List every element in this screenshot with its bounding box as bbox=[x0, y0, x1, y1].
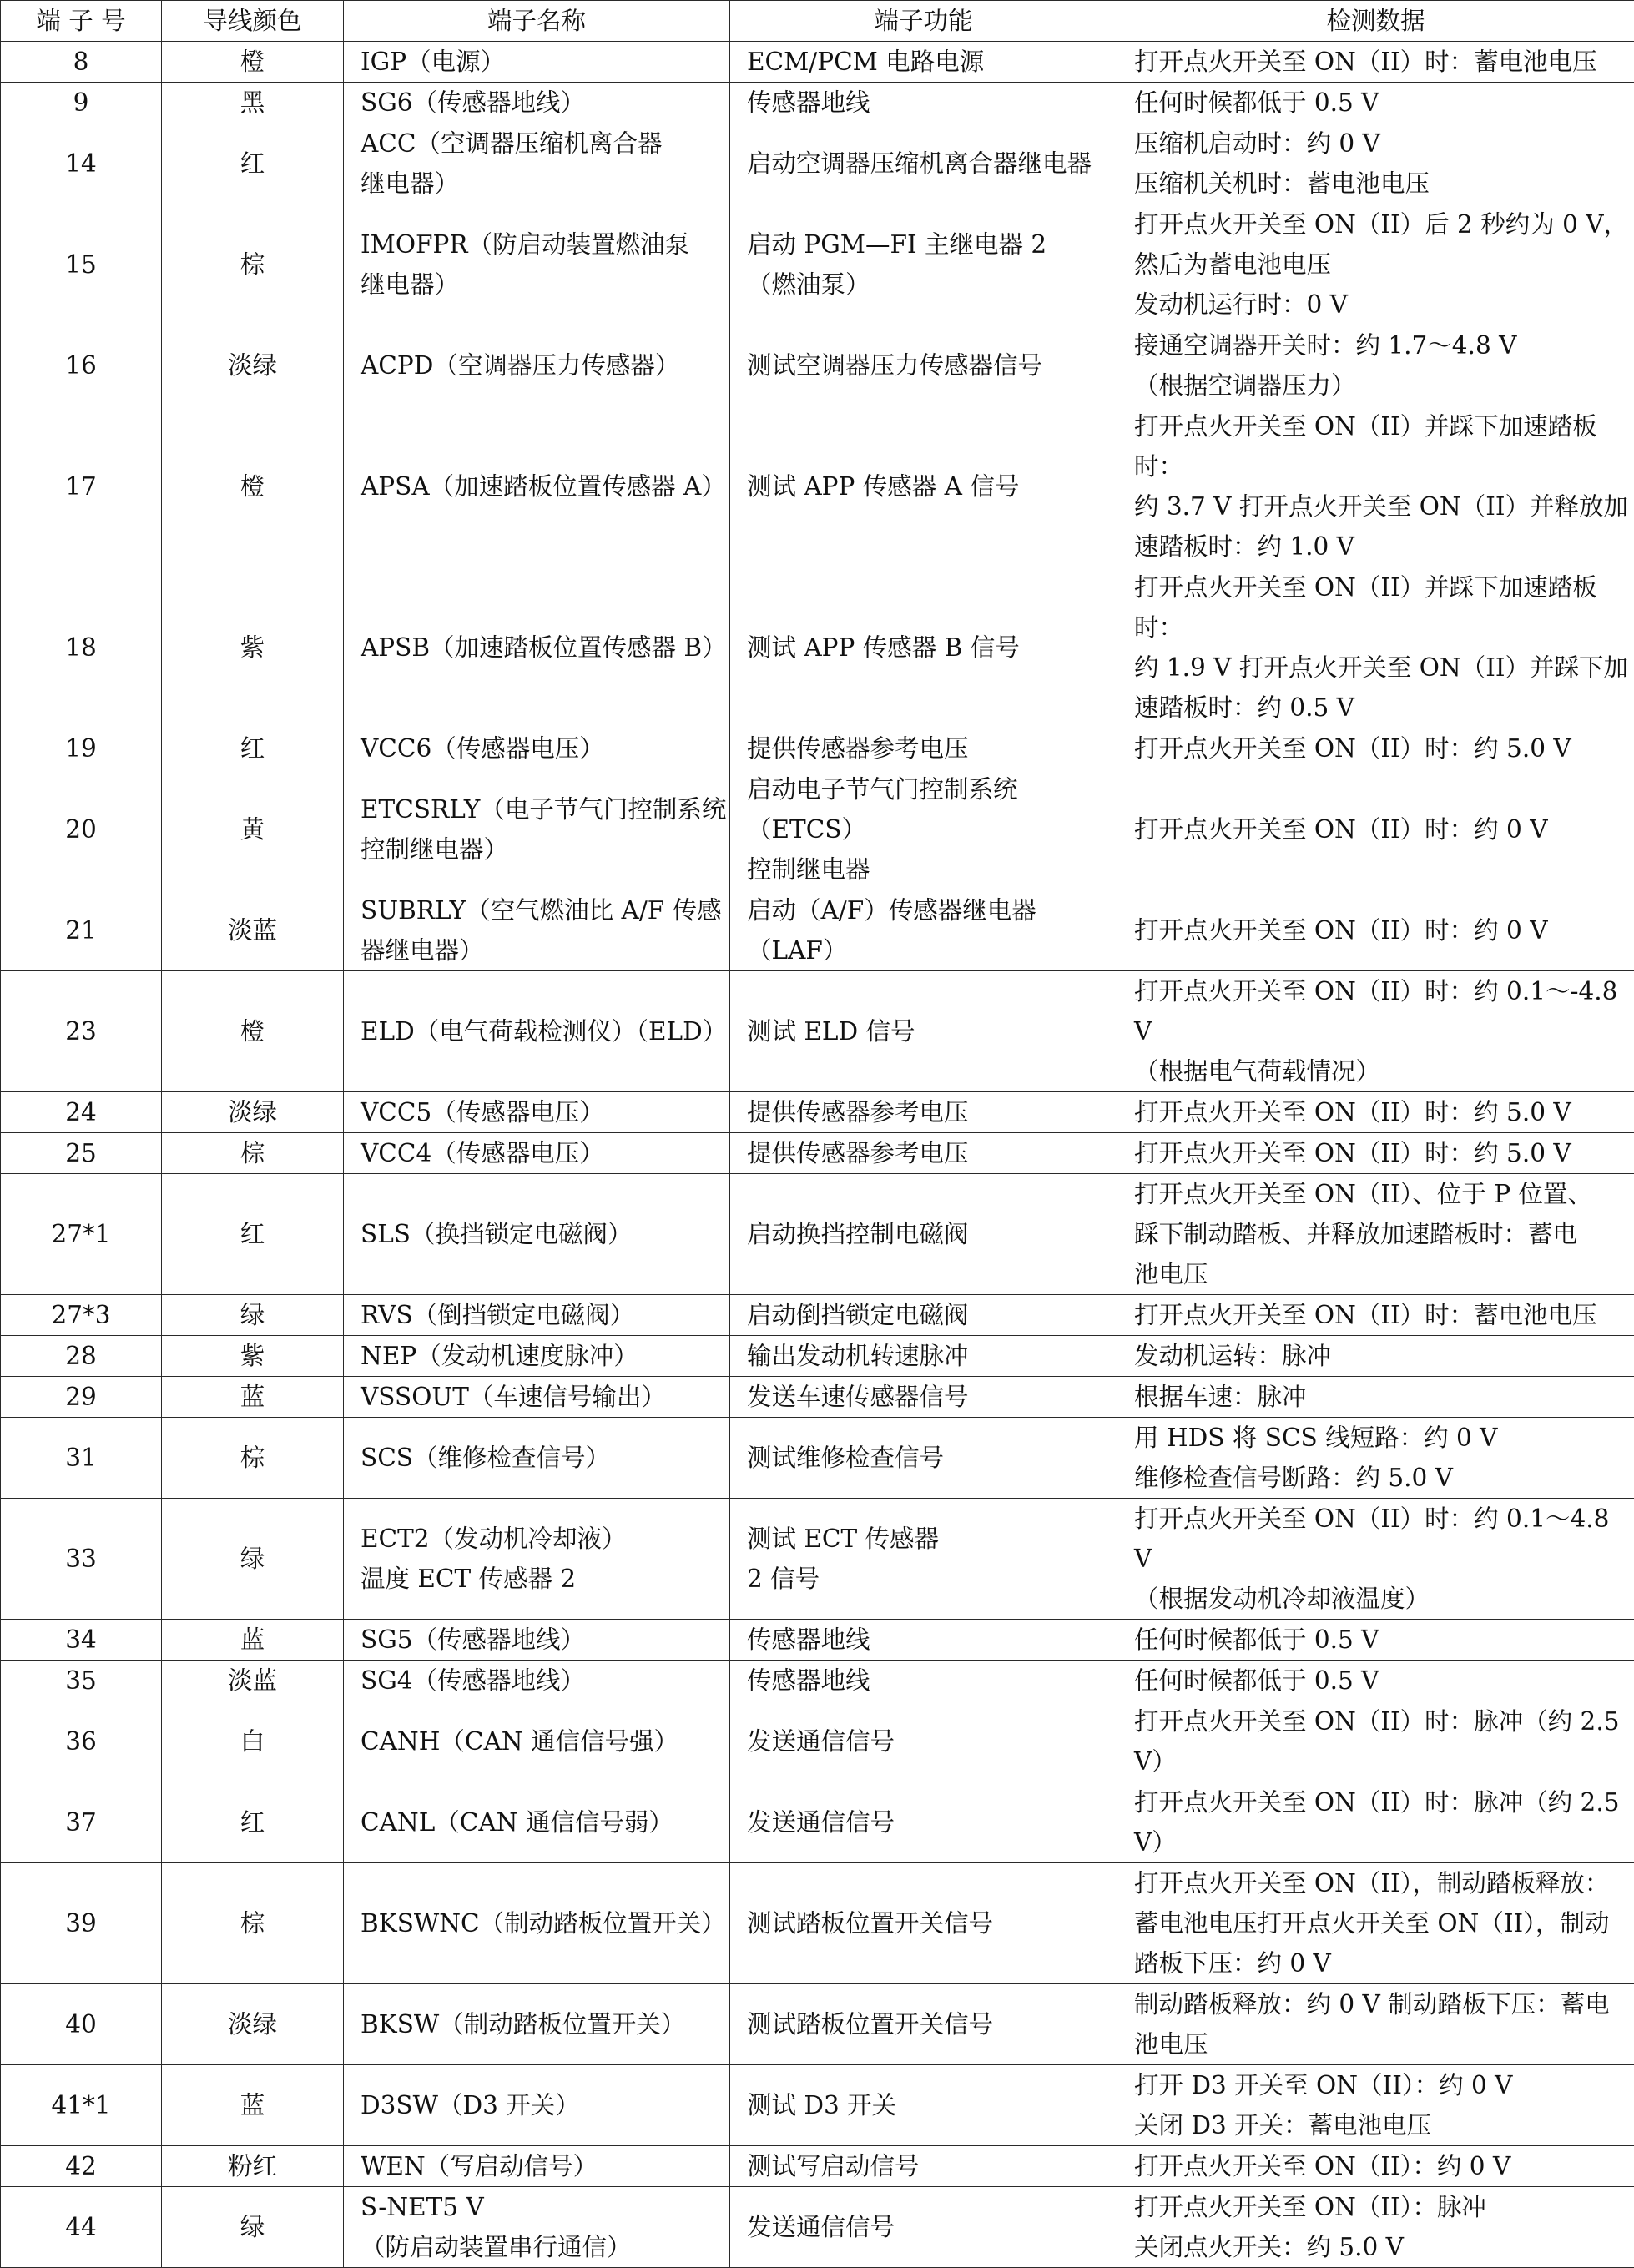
header-terminal-no: 端 子 号 bbox=[1, 1, 162, 42]
table-row bbox=[1, 1174, 1634, 1295]
table-row bbox=[1, 1295, 1634, 1336]
cell-terminal-name: ACC（空调器压缩机离合器 继电器） bbox=[344, 123, 730, 204]
cell-terminal-no: 31 bbox=[1, 1418, 162, 1499]
cell-terminal-no: 36 bbox=[1, 1701, 162, 1782]
cell-test-data: 压缩机启动时：约 0 V 压缩机关机时：蓄电池电压 bbox=[1117, 123, 1634, 204]
table-row bbox=[1, 971, 1634, 1092]
header-terminal-name: 端子名称 bbox=[344, 1, 730, 42]
table-row bbox=[1, 1620, 1634, 1661]
table-row bbox=[1, 769, 1634, 890]
cell-terminal-no: 16 bbox=[1, 325, 162, 406]
table-row bbox=[1, 1418, 1634, 1499]
cell-test-data: 打开 D3 开关至 ON（II）：约 0 V 关闭 D3 开关：蓄电池电压 bbox=[1117, 2065, 1634, 2146]
cell-terminal-function: 测试踏板位置开关信号 bbox=[730, 1984, 1117, 2065]
cell-terminal-name: S-NET5 V （防启动装置串行通信） bbox=[344, 2187, 730, 2268]
cell-test-data: 打开点火开关至 ON（II）时：约 5.0 V bbox=[1117, 728, 1634, 769]
cell-test-data: 任何时候都低于 0.5 V bbox=[1117, 83, 1634, 123]
table-row bbox=[1, 1133, 1634, 1174]
cell-wire-color: 棕 bbox=[162, 1418, 344, 1499]
cell-wire-color: 棕 bbox=[162, 1133, 344, 1174]
table-row bbox=[1, 2146, 1634, 2187]
cell-wire-color: 淡绿 bbox=[162, 325, 344, 406]
cell-terminal-function: 启动电子节气门控制系统（ETCS） 控制继电器 bbox=[730, 769, 1117, 890]
cell-terminal-name: SCS（维修检查信号） bbox=[344, 1418, 730, 1499]
table-row bbox=[1, 2187, 1634, 2268]
cell-terminal-name: WEN（写启动信号） bbox=[344, 2146, 730, 2187]
cell-wire-color: 红 bbox=[162, 1174, 344, 1295]
cell-wire-color: 橙 bbox=[162, 42, 344, 83]
cell-terminal-name: ELD（电气荷载检测仪）（ELD） bbox=[344, 971, 730, 1092]
table-row bbox=[1, 1701, 1634, 1782]
cell-terminal-name: SG5（传感器地线） bbox=[344, 1620, 730, 1661]
cell-wire-color: 蓝 bbox=[162, 1620, 344, 1661]
cell-test-data: 打开点火开关至 ON（II）时：约 0.1～4.8 V （根据发动机冷却液温度） bbox=[1117, 1499, 1634, 1620]
cell-terminal-no: 41*1 bbox=[1, 2065, 162, 2146]
header-terminal-function: 端子功能 bbox=[730, 1, 1117, 42]
cell-terminal-name: NEP（发动机速度脉冲） bbox=[344, 1336, 730, 1377]
cell-terminal-name: SLS（换挡锁定电磁阀） bbox=[344, 1174, 730, 1295]
cell-terminal-name: CANH（CAN 通信信号强） bbox=[344, 1701, 730, 1782]
cell-wire-color: 绿 bbox=[162, 1295, 344, 1336]
cell-terminal-no: 25 bbox=[1, 1133, 162, 1174]
cell-wire-color: 白 bbox=[162, 1701, 344, 1782]
cell-test-data: 打开点火开关至 ON（II）：脉冲 关闭点火开关：约 5.0 V bbox=[1117, 2187, 1634, 2268]
cell-wire-color: 紫 bbox=[162, 1336, 344, 1377]
header-wire-color: 导线颜色 bbox=[162, 1, 344, 42]
cell-terminal-function: 传感器地线 bbox=[730, 1661, 1117, 1701]
cell-test-data: 打开点火开关至 ON（II）并踩下加速踏板时： 约 1.9 V 打开点火开关至 ON（II）并踩下加 速踏板时：约 0.5 V bbox=[1117, 567, 1634, 728]
table-row bbox=[1, 1377, 1634, 1418]
cell-terminal-function: 提供传感器参考电压 bbox=[730, 728, 1117, 769]
cell-terminal-no: 39 bbox=[1, 1863, 162, 1984]
table-row bbox=[1, 406, 1634, 567]
table-header-row bbox=[1, 1, 1634, 42]
table-row bbox=[1, 1661, 1634, 1701]
cell-terminal-name: ETCSRLY（电子节气门控制系统 控制继电器） bbox=[344, 769, 730, 890]
cell-terminal-no: 17 bbox=[1, 406, 162, 567]
table-body bbox=[1, 42, 1634, 2268]
cell-terminal-name: ECT2（发动机冷却液） 温度 ECT 传感器 2 bbox=[344, 1499, 730, 1620]
table-row bbox=[1, 42, 1634, 83]
cell-terminal-name: VCC5（传感器电压） bbox=[344, 1092, 730, 1133]
cell-terminal-no: 14 bbox=[1, 123, 162, 204]
cell-terminal-no: 23 bbox=[1, 971, 162, 1092]
cell-terminal-function: 测试 APP 传感器 B 信号 bbox=[730, 567, 1117, 728]
table-row bbox=[1, 1336, 1634, 1377]
cell-terminal-function: 测试 ECT 传感器 2 信号 bbox=[730, 1499, 1117, 1620]
cell-terminal-no: 18 bbox=[1, 567, 162, 728]
cell-wire-color: 紫 bbox=[162, 567, 344, 728]
cell-test-data: 接通空调器开关时：约 1.7～4.8 V （根据空调器压力） bbox=[1117, 325, 1634, 406]
cell-wire-color: 黑 bbox=[162, 83, 344, 123]
cell-test-data: 打开点火开关至 ON（II）时：蓄电池电压 bbox=[1117, 42, 1634, 83]
cell-terminal-name: SG6（传感器地线） bbox=[344, 83, 730, 123]
cell-terminal-no: 8 bbox=[1, 42, 162, 83]
cell-terminal-function: 发送通信信号 bbox=[730, 2187, 1117, 2268]
cell-wire-color: 淡蓝 bbox=[162, 1661, 344, 1701]
cell-test-data: 任何时候都低于 0.5 V bbox=[1117, 1661, 1634, 1701]
table-row bbox=[1, 2065, 1634, 2146]
cell-terminal-name: BKSW（制动踏板位置开关） bbox=[344, 1984, 730, 2065]
cell-terminal-no: 44 bbox=[1, 2187, 162, 2268]
table-row bbox=[1, 1782, 1634, 1863]
cell-terminal-function: 测试维修检查信号 bbox=[730, 1418, 1117, 1499]
cell-wire-color: 淡蓝 bbox=[162, 890, 344, 971]
cell-wire-color: 蓝 bbox=[162, 2065, 344, 2146]
header-test-data: 检测数据 bbox=[1117, 1, 1634, 42]
cell-wire-color: 红 bbox=[162, 123, 344, 204]
cell-wire-color: 棕 bbox=[162, 1863, 344, 1984]
cell-terminal-function: 测试 D3 开关 bbox=[730, 2065, 1117, 2146]
cell-test-data: 打开点火开关至 ON（II）：约 0 V bbox=[1117, 2146, 1634, 2187]
cell-terminal-no: 9 bbox=[1, 83, 162, 123]
cell-terminal-name: IMOFPR（防启动装置燃油泵 继电器） bbox=[344, 204, 730, 325]
cell-terminal-function: 测试 APP 传感器 A 信号 bbox=[730, 406, 1117, 567]
cell-test-data: 打开点火开关至 ON（II）时：脉冲（约 2.5 V） bbox=[1117, 1782, 1634, 1863]
cell-terminal-name: APSB（加速踏板位置传感器 B） bbox=[344, 567, 730, 728]
cell-terminal-function: 传感器地线 bbox=[730, 83, 1117, 123]
cell-test-data: 打开点火开关至 ON（II）时：约 5.0 V bbox=[1117, 1092, 1634, 1133]
cell-terminal-name: VSSOUT（车速信号输出） bbox=[344, 1377, 730, 1418]
cell-terminal-no: 40 bbox=[1, 1984, 162, 2065]
cell-terminal-no: 33 bbox=[1, 1499, 162, 1620]
cell-terminal-no: 27*3 bbox=[1, 1295, 162, 1336]
cell-terminal-function: 测试写启动信号 bbox=[730, 2146, 1117, 2187]
cell-terminal-no: 35 bbox=[1, 1661, 162, 1701]
cell-terminal-no: 15 bbox=[1, 204, 162, 325]
cell-test-data: 打开点火开关至 ON（II）时：约 0.1～-4.8 V （根据电气荷载情况） bbox=[1117, 971, 1634, 1092]
cell-wire-color: 橙 bbox=[162, 971, 344, 1092]
cell-terminal-function: 启动空调器压缩机离合器继电器 bbox=[730, 123, 1117, 204]
cell-wire-color: 红 bbox=[162, 1782, 344, 1863]
table-row bbox=[1, 83, 1634, 123]
cell-terminal-name: APSA（加速踏板位置传感器 A） bbox=[344, 406, 730, 567]
cell-terminal-function: 测试空调器压力传感器信号 bbox=[730, 325, 1117, 406]
cell-terminal-no: 20 bbox=[1, 769, 162, 890]
cell-test-data: 打开点火开关至 ON（II）后 2 秒约为 0 V， 然后为蓄电池电压 发动机运行时：0 V bbox=[1117, 204, 1634, 325]
cell-terminal-function: 发送通信信号 bbox=[730, 1701, 1117, 1782]
cell-test-data: 根据车速：脉冲 bbox=[1117, 1377, 1634, 1418]
cell-wire-color: 淡绿 bbox=[162, 1984, 344, 2065]
table-row bbox=[1, 204, 1634, 325]
cell-terminal-name: ACPD（空调器压力传感器） bbox=[344, 325, 730, 406]
cell-terminal-function: 提供传感器参考电压 bbox=[730, 1092, 1117, 1133]
cell-terminal-function: ECM/PCM 电路电源 bbox=[730, 42, 1117, 83]
cell-wire-color: 淡绿 bbox=[162, 1092, 344, 1133]
cell-terminal-function: 启动倒挡锁定电磁阀 bbox=[730, 1295, 1117, 1336]
cell-wire-color: 黄 bbox=[162, 769, 344, 890]
cell-test-data: 用 HDS 将 SCS 线短路：约 0 V 维修检查信号断路：约 5.0 V bbox=[1117, 1418, 1634, 1499]
cell-wire-color: 棕 bbox=[162, 204, 344, 325]
cell-terminal-name: VCC4（传感器电压） bbox=[344, 1133, 730, 1174]
cell-terminal-function: 启动（A/F）传感器继电器（LAF） bbox=[730, 890, 1117, 971]
table-row bbox=[1, 325, 1634, 406]
cell-terminal-name: SUBRLY（空气燃油比 A/F 传感 器继电器） bbox=[344, 890, 730, 971]
table-row bbox=[1, 123, 1634, 204]
cell-test-data: 制动踏板释放：约 0 V 制动踏板下压：蓄电 池电压 bbox=[1117, 1984, 1634, 2065]
cell-terminal-function: 测试 ELD 信号 bbox=[730, 971, 1117, 1092]
cell-terminal-no: 29 bbox=[1, 1377, 162, 1418]
cell-terminal-function: 发送车速传感器信号 bbox=[730, 1377, 1117, 1418]
cell-terminal-no: 37 bbox=[1, 1782, 162, 1863]
table-row bbox=[1, 1499, 1634, 1620]
cell-terminal-no: 24 bbox=[1, 1092, 162, 1133]
cell-terminal-name: RVS（倒挡锁定电磁阀） bbox=[344, 1295, 730, 1336]
cell-test-data: 打开点火开关至 ON（II）并踩下加速踏板时： 约 3.7 V 打开点火开关至 ON（II）并释放加 速踏板时：约 1.0 V bbox=[1117, 406, 1634, 567]
cell-terminal-no: 42 bbox=[1, 2146, 162, 2187]
cell-terminal-no: 34 bbox=[1, 1620, 162, 1661]
cell-wire-color: 粉红 bbox=[162, 2146, 344, 2187]
table-row bbox=[1, 1863, 1634, 1984]
cell-terminal-function: 启动换挡控制电磁阀 bbox=[730, 1174, 1117, 1295]
cell-terminal-no: 21 bbox=[1, 890, 162, 971]
cell-test-data: 打开点火开关至 ON（II）时：约 5.0 V bbox=[1117, 1133, 1634, 1174]
cell-wire-color: 红 bbox=[162, 728, 344, 769]
cell-test-data: 打开点火开关至 ON（II）时：脉冲（约 2.5 V） bbox=[1117, 1701, 1634, 1782]
cell-terminal-no: 28 bbox=[1, 1336, 162, 1377]
cell-terminal-name: SG4（传感器地线） bbox=[344, 1661, 730, 1701]
cell-test-data: 打开点火开关至 ON（II）、位于 P 位置、 踩下制动踏板、并释放加速踏板时：蓄电 池电压 bbox=[1117, 1174, 1634, 1295]
cell-test-data: 发动机运转：脉冲 bbox=[1117, 1336, 1634, 1377]
cell-terminal-name: IGP（电源） bbox=[344, 42, 730, 83]
cell-wire-color: 橙 bbox=[162, 406, 344, 567]
cell-terminal-function: 启动 PGM—FI 主继电器 2 （燃油泵） bbox=[730, 204, 1117, 325]
table-row bbox=[1, 728, 1634, 769]
cell-wire-color: 蓝 bbox=[162, 1377, 344, 1418]
cell-terminal-name: BKSWNC（制动踏板位置开关） bbox=[344, 1863, 730, 1984]
cell-terminal-function: 提供传感器参考电压 bbox=[730, 1133, 1117, 1174]
table-row bbox=[1, 567, 1634, 728]
cell-test-data: 打开点火开关至 ON（II），制动踏板释放： 蓄电池电压打开点火开关至 ON（II），制动 踏板下压：约 0 V bbox=[1117, 1863, 1634, 1984]
table-row bbox=[1, 890, 1634, 971]
cell-terminal-function: 测试踏板位置开关信号 bbox=[730, 1863, 1117, 1984]
cell-terminal-no: 27*1 bbox=[1, 1174, 162, 1295]
cell-wire-color: 绿 bbox=[162, 1499, 344, 1620]
cell-test-data: 打开点火开关至 ON（II）时：约 0 V bbox=[1117, 769, 1634, 890]
cell-test-data: 任何时候都低于 0.5 V bbox=[1117, 1620, 1634, 1661]
cell-test-data: 打开点火开关至 ON（II）时：约 0 V bbox=[1117, 890, 1634, 971]
cell-terminal-name: CANL（CAN 通信信号弱） bbox=[344, 1782, 730, 1863]
cell-terminal-function: 输出发动机转速脉冲 bbox=[730, 1336, 1117, 1377]
cell-terminal-no: 19 bbox=[1, 728, 162, 769]
cell-terminal-function: 传感器地线 bbox=[730, 1620, 1117, 1661]
cell-terminal-function: 发送通信信号 bbox=[730, 1782, 1117, 1863]
cell-terminal-name: D3SW（D3 开关） bbox=[344, 2065, 730, 2146]
table-row bbox=[1, 1984, 1634, 2065]
table-row bbox=[1, 1092, 1634, 1133]
cell-terminal-name: VCC6（传感器电压） bbox=[344, 728, 730, 769]
cell-wire-color: 绿 bbox=[162, 2187, 344, 2268]
cell-test-data: 打开点火开关至 ON（II）时：蓄电池电压 bbox=[1117, 1295, 1634, 1336]
